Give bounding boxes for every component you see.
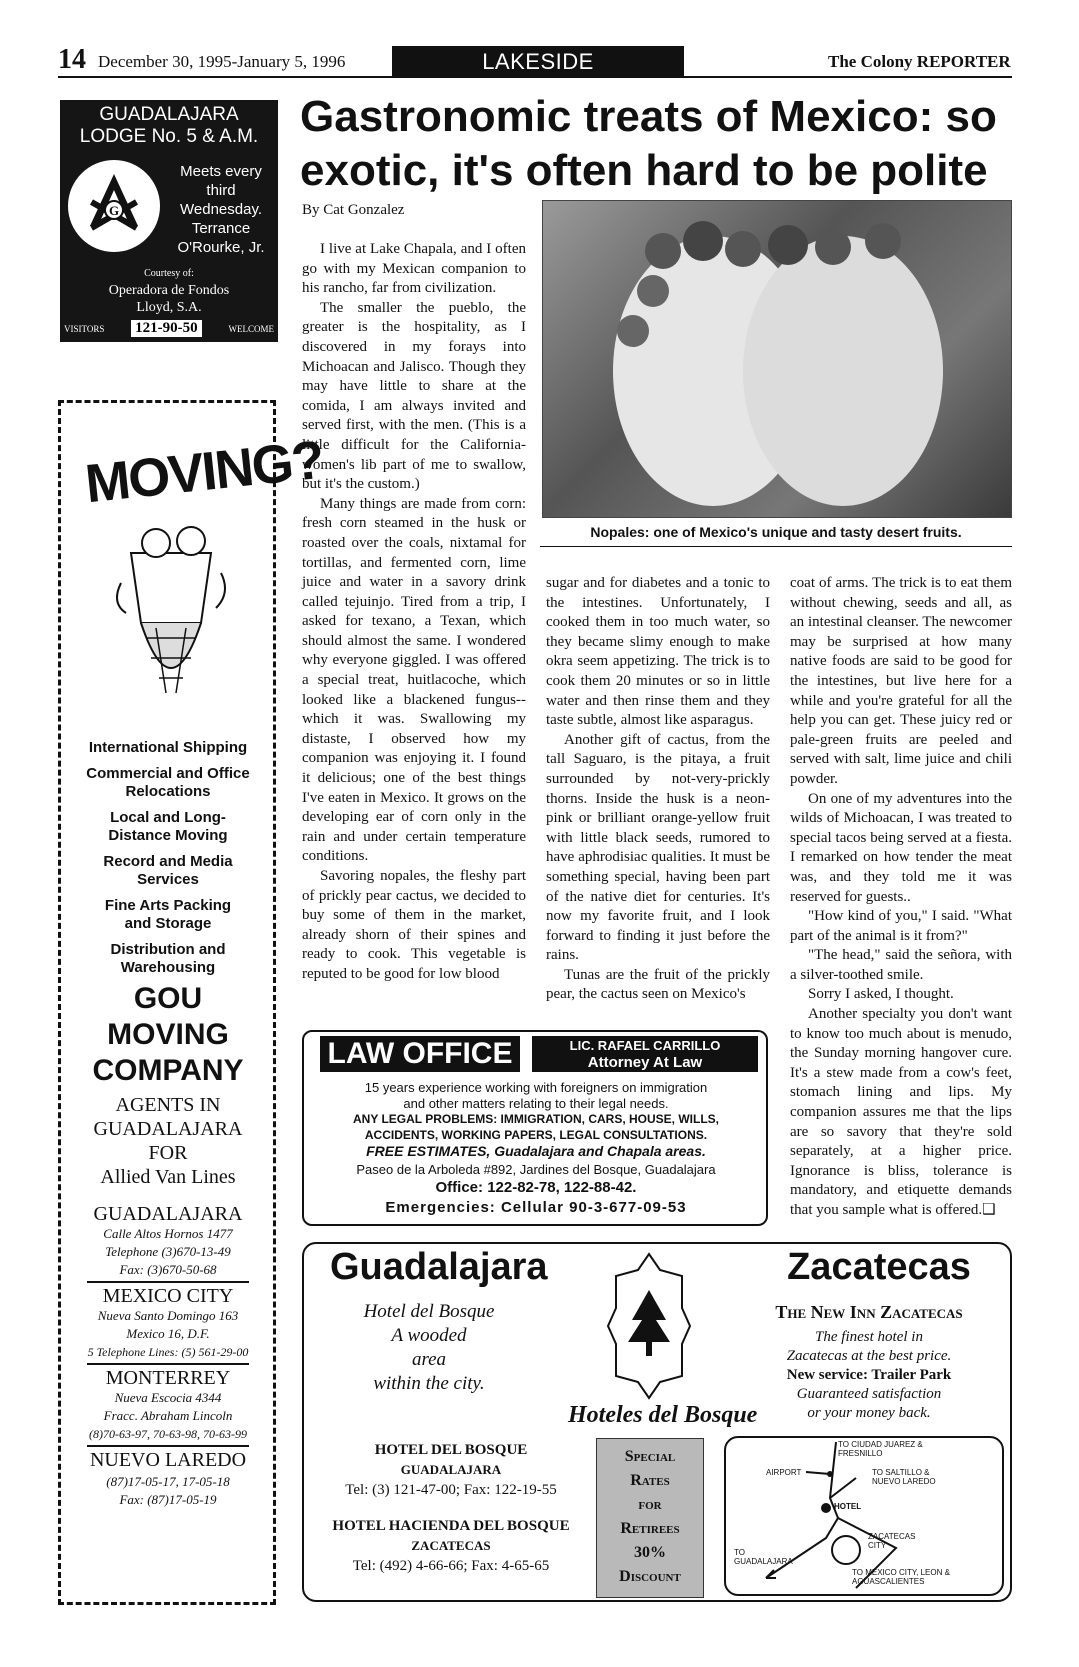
article-byline: By Cat Gonzalez: [302, 202, 405, 218]
map-label: TO GUADALAJARA: [734, 1548, 793, 1566]
desc-line: within the city.: [373, 1373, 485, 1394]
paper-name: The Colony REPORTER: [828, 52, 1011, 71]
article-paragraph: On one of my adventures into the wilds of Michoacan, I was treated to special tacos being served at a fiesta. I remarked on how tender the meat was, and they told me it was reserved for guests..: [790, 790, 1012, 905]
office-line: (8)70-63-97, 70-63-98, 70-63-99: [89, 1427, 247, 1441]
special-line: Discount: [619, 1568, 681, 1585]
special-line: Special: [624, 1448, 676, 1465]
zac-line: New service: Trailer Park: [786, 1367, 952, 1383]
attorney-name: [532, 1036, 758, 1072]
map-label: TO CIUDAD JUAREZ & FRESNILLO: [838, 1440, 923, 1458]
law-line: ACCIDENTS, WORKING PAPERS, LEGAL CONSULTATIONS.: [364, 1128, 708, 1142]
hot-air-balloon-illustration: [101, 513, 241, 713]
service-item: International Shipping: [88, 739, 248, 756]
special-line: 30%: [634, 1544, 666, 1561]
svg-text:G: G: [108, 203, 120, 218]
visitors-label: VISITORS: [64, 323, 105, 334]
law-office-ad: [302, 1030, 768, 1226]
company-name-line: MOVING: [107, 1018, 229, 1051]
office-line: Telephone (3)670-13-49: [105, 1244, 231, 1259]
office-city: MONTERREY: [105, 1367, 231, 1389]
law-line: Paseo de la Arboleda #892, Jardines del Bosque, Guadalajara: [356, 1162, 716, 1177]
office-divider: [87, 1281, 249, 1283]
special-line: for: [638, 1496, 662, 1513]
article-paragraph: Sorry I asked, I thought.: [808, 986, 954, 1003]
hotel-line: HOTEL HACIENDA DEL BOSQUE: [332, 1518, 570, 1534]
meets-line: Wednesday.: [180, 201, 262, 218]
special-line: Retirees: [620, 1520, 680, 1537]
guadalajara-description: [344, 1300, 514, 1396]
issue-date: December 30, 1995-January 5, 1996: [98, 52, 346, 71]
caption-rule: [540, 546, 1012, 547]
new-inn-name: The New Inn Zacatecas: [775, 1302, 963, 1322]
zacatecas-title: Zacatecas: [787, 1246, 971, 1288]
office-city: NUEVO LAREDO: [89, 1449, 247, 1471]
service-item: Distribution and Warehousing: [110, 941, 226, 976]
law-line: ANY LEGAL PROBLEMS: IMMIGRATION, CARS, HOUSE, WILLS,: [352, 1112, 719, 1126]
article-paragraph: The smaller the pueblo, the greater is the hospitality, as I discovered in my forays into Michoacan and Jalisco. Though they may have little to share at the comida, I am always invited and served first, with the men. (This is a little difficult for the California-women's lib part of me to swallow, but it's the custom.): [302, 299, 526, 493]
article-paragraph: "The head," said the señora, with a silver-toothed smile.: [790, 947, 1012, 983]
law-line: and other matters relating to their legal needs.: [403, 1096, 669, 1111]
section-label: LAKESIDE: [392, 46, 684, 78]
law-line: 15 years experience working with foreigners on immigration: [364, 1080, 708, 1095]
office-line: Fax: (87)17-05-19: [119, 1492, 217, 1507]
meets-line: Meets every: [180, 163, 262, 180]
hotel-line: GUADALAJARA: [400, 1462, 502, 1477]
sponsor-line: Lloyd, S.A.: [136, 300, 202, 315]
article-paragraph: Many things are made from corn: fresh corn steamed in the husk or roasted over the coals, nixtamal for tortillas, and fermented corn, lime juice and water in a savory drink called tejuinjo. Tired from a trip, I asked for texano, a Texan, which should almost the same. I wondered why everyone giggled. I was offered a special treat, huitlacoche, which looked like a blackened fungus--which it was. Swallowing my distaste, I observed how my companion was enjoying it. I found it delicious; one of the best things I've eaten in Mexico. It grows on the developing ear of corn only in the rain and under certain temperature conditions.: [302, 495, 526, 865]
office-line: 5 Telephone Lines: (5) 561-29-00: [87, 1345, 249, 1359]
office-line: Mexico 16, D.F.: [126, 1326, 210, 1341]
article-paragraph: sugar and for diabetes and a tonic to the intestines. Unfortunately, I cooked them in too much water, so they became slimy enough to make okra seem appetizing. The trick is to cook them 20 minutes or so in little water and then rinse them and they taste subtle, almost like asparagus.: [546, 575, 770, 729]
nopales-photo: [542, 200, 1012, 518]
masonic-emblem-icon: [68, 160, 160, 252]
law-office-title: LAW OFFICE: [320, 1036, 520, 1072]
map-label: HOTEL: [834, 1502, 862, 1511]
office-divider: [87, 1445, 249, 1447]
service-item: Commercial and Office Relocations: [86, 765, 250, 800]
article-column-3: [790, 574, 1012, 1221]
hotel-line: HOTEL DEL BOSQUE: [374, 1442, 528, 1458]
directions-map: [724, 1436, 1004, 1596]
article-paragraph: Savoring nopales, the fleshy part of prickly pear cactus, we decided to buy some of them in the market, already shorn of their spines and ready to cook. This vegetable is reputed to be good for low blood: [302, 868, 526, 982]
agents-line: GUADALAJARA: [93, 1118, 243, 1140]
header-rule: [58, 76, 1012, 78]
map-label: TO MEXICO CITY, LEON & AGUASCALIENTES: [852, 1568, 950, 1586]
desc-line: Hotel del Bosque: [363, 1301, 495, 1322]
company-name-line: GOU: [133, 982, 203, 1015]
office-city: GUADALAJARA: [93, 1203, 243, 1225]
lodge-title-line: GUADALAJARA: [99, 104, 239, 125]
lodge-title: [60, 104, 278, 148]
law-line: Emergencies: Cellular 90-3-677-09-53: [385, 1199, 687, 1216]
desc-line: A wooded: [391, 1325, 467, 1346]
zac-line: The finest hotel in: [815, 1329, 923, 1345]
zac-line: Guaranteed satisfaction: [796, 1386, 942, 1402]
meets-line: third: [206, 182, 236, 199]
service-item: Local and Long-Distance Moving: [108, 809, 228, 844]
article-paragraph: I live at Lake Chapala, and I often go with my Mexican companion to his rancho, far from civilization.: [302, 241, 526, 297]
article-column-1: [302, 240, 526, 985]
article-column-2: [546, 574, 770, 1005]
office-line: Calle Altos Hornos 1477: [103, 1226, 233, 1241]
article-paragraph: Tunas are the fruit of the prickly pear, the cactus seen on Mexico's: [546, 966, 770, 1003]
courtesy-label: Courtesy of:: [144, 268, 194, 279]
lodge-ad: [60, 100, 278, 342]
office-line: (87)17-05-17, 17-05-18: [106, 1474, 230, 1489]
lodge-meeting-info: [168, 162, 274, 257]
zacatecas-description: [734, 1328, 1004, 1423]
law-line: Office: 122-82-78, 122-88-42.: [435, 1179, 637, 1196]
article-paragraph: Another gift of cactus, from the tall Saguaro, is the pitaya, a fruit surrounded by not-very-prickly thorns. Inside the husk is a neon-pink or brilliant orange-yellow fruit with little black seeds, rumored to have aphrodisiac qualities. It must be something special, having been part of the native diet for centuries. It's now my favorite fruit, and I look forward to finding it just before the rains.: [546, 731, 770, 964]
law-line: FREE ESTIMATES, Guadalajara and Chapala areas.: [366, 1143, 706, 1159]
moving-company-ad: [58, 400, 326, 1605]
lodge-title-line: LODGE No. 5 & A.M.: [79, 126, 259, 147]
office-line: Fracc. Abraham Lincoln: [103, 1408, 233, 1423]
moving-headline: MOVING?: [82, 429, 326, 515]
attorney-line: LIC. RAFAEL CARRILLO: [569, 1038, 721, 1053]
zac-line: Zacatecas at the best price.: [786, 1348, 952, 1364]
meets-line: O'Rourke, Jr.: [177, 239, 265, 256]
hotel-line: Tel: (492) 4-66-66; Fax: 4-65-65: [352, 1558, 550, 1574]
special-line: Rates: [630, 1472, 670, 1489]
sponsor-name: [60, 282, 278, 316]
hotel-line: Tel: (3) 121-47-00; Fax: 122-19-55: [345, 1482, 557, 1498]
office-city: MEXICO CITY: [102, 1285, 234, 1307]
lodge-contact-row: [64, 320, 274, 337]
office-line: Nueva Santo Domingo 163: [97, 1308, 239, 1323]
office-line: Fax: (3)670-50-68: [119, 1262, 217, 1277]
company-name-line: COMPANY: [92, 1054, 244, 1087]
hotel-contacts: [316, 1440, 586, 1576]
map-label: TO SALTILLO & NUEVO LAREDO: [872, 1468, 936, 1486]
hotel-ad: [302, 1242, 1012, 1602]
desc-line: area: [411, 1349, 447, 1370]
agents-line: Allied Van Lines: [100, 1166, 236, 1188]
hoteles-del-bosque-logo: Hoteles del Bosque: [568, 1402, 758, 1428]
map-label: AIRPORT: [766, 1468, 802, 1477]
agents-line: AGENTS IN: [115, 1094, 221, 1116]
article-paragraph: coat of arms. The trick is to eat them without chewing, seeds and all, as an intestinal cleanser. The newcomer may be surprised at how many native foods are said to be good for the intestines, but live here for a while and you're grateful for all the help you can get. These juicy red or pale-green fruits are peeled and served with salt, lime juice and chili powder.: [790, 575, 1012, 787]
welcome-label: WELCOME: [228, 323, 274, 334]
photo-caption: Nopales: one of Mexico's unique and tasty desert fruits.: [590, 524, 962, 540]
office-divider: [87, 1363, 249, 1365]
article-paragraph: Another specialty you don't want to know too much about is menudo, the Sunday morning hangover cure. It's a stew made from a cow's feet, stomach lining and lips. My companion assures me that the lips are so savory that they're sold separately, at a higher price. Ignorance is bliss, tolerance is mandatory, and etiquette demands that you sample what is offered.❑: [790, 1006, 1012, 1218]
office-line: Nueva Escocia 4344: [114, 1390, 222, 1405]
attorney-line: Attorney At Law: [587, 1054, 703, 1071]
service-item: Fine Arts Packing and Storage: [104, 897, 232, 932]
meets-line: Terrance: [191, 220, 251, 237]
article-paragraph: "How kind of you," I said. "What part of the animal is it from?": [790, 908, 1012, 944]
lodge-phone: 121-90-50: [131, 320, 202, 337]
hotel-line: ZACATECAS: [411, 1538, 491, 1553]
service-item: Record and Media Services: [103, 853, 233, 888]
article-headline: Gastronomic treats of Mexico: so exotic, it's often hard to be polite: [300, 92, 997, 195]
page-number: 14: [58, 44, 86, 75]
agents-line: FOR: [148, 1142, 188, 1164]
retiree-discount-box: [596, 1438, 704, 1598]
map-label: ZACATECAS CITY: [868, 1532, 916, 1550]
zac-line: or your money back.: [807, 1405, 931, 1421]
sponsor-line: Operadora de Fondos: [108, 283, 230, 298]
guadalajara-title: Guadalajara: [330, 1246, 548, 1288]
tree-emblem-icon: [604, 1250, 694, 1400]
